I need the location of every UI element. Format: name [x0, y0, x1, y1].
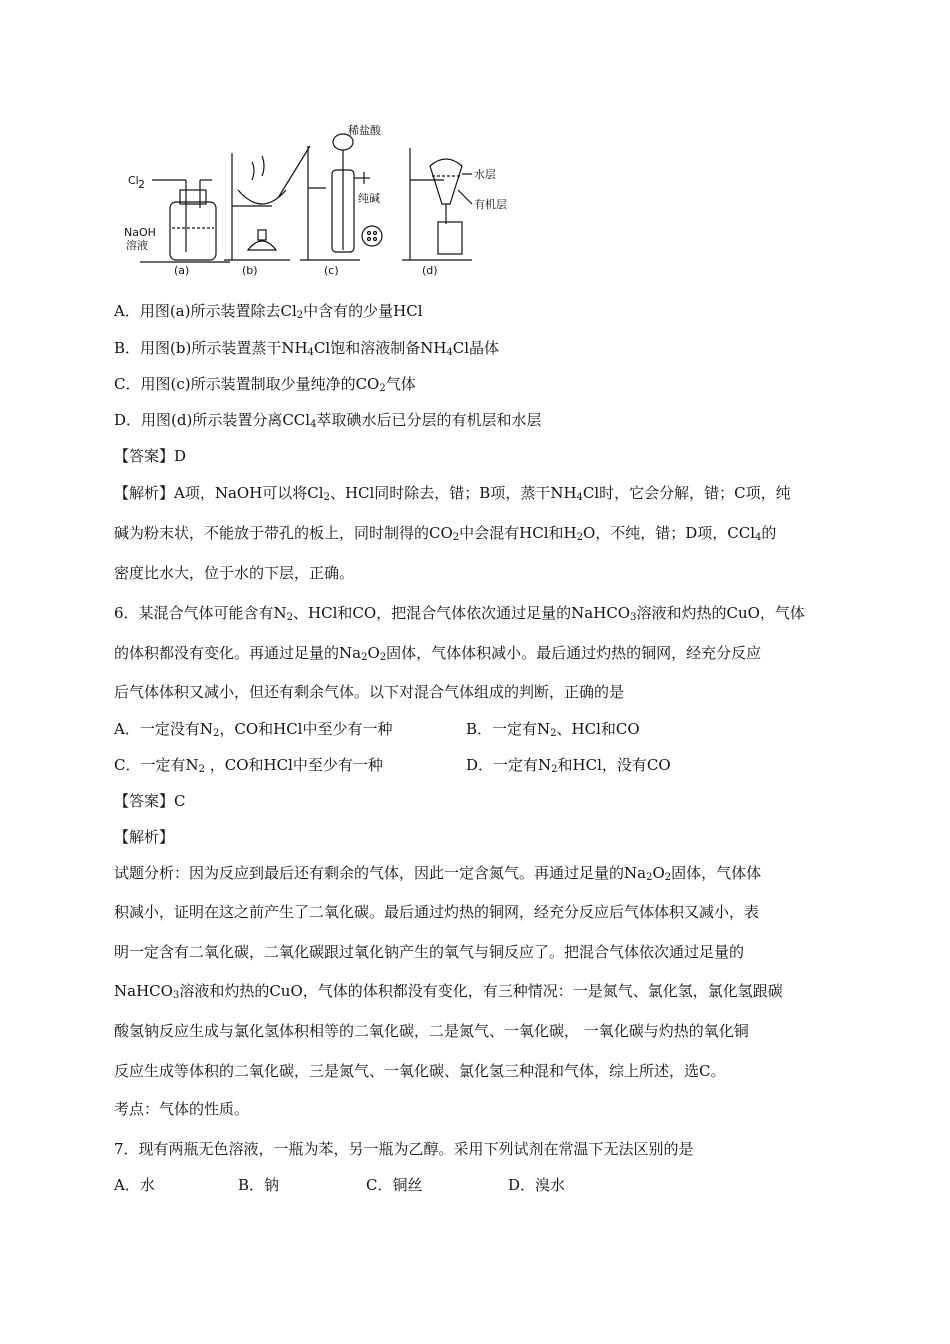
q5-explanation-line-1: 【解析】A项，NaOH可以将$Cl_2$、HCl同时除去，错；B项，蒸干$NH_4Cl$时，它会分解，错；C项，纯 — [114, 484, 791, 503]
q6-stem-line-2: 的体积都没有变化。再通过足量的$Na_2O_2$固体，气体体积减小。最后通过灼热的铜网，经充分反应 — [114, 644, 762, 663]
label-cl2-sub: 2 — [138, 178, 145, 191]
caption-c: (c) — [324, 264, 339, 277]
q6-explanation-line-1: 试题分析：因为反应到最后还有剩余的气体，因此一定含氮气。再通过足量的$Na_2O_2$固体，气体体 — [114, 864, 762, 883]
q7-option-b: B．钠 — [238, 1176, 280, 1194]
caption-d: (d) — [422, 264, 438, 277]
q5-explanation-line-2: 碱为粉末状，不能放于带孔的板上，同时制得的$CO_2$中会混有HCl和$H_2O$，不纯，错；D项，CCl$_4$的 — [114, 524, 777, 543]
q7-options — [114, 1175, 565, 1195]
q5-explanation-line-3: 密度比水大，位于水的下层，正确。 — [114, 564, 355, 582]
label-naoh: NaOH — [124, 226, 156, 239]
q6-answer: 【答案】C — [114, 792, 186, 810]
label-xiyansuan: 稀盐酸 — [348, 124, 381, 137]
q6-stem-line-3: 后气体体积又减小，但还有剩余气体。以下对混合气体组成的判断，正确的是 — [114, 683, 625, 701]
q6-option-c: C．一定有$N_2$ ，CO和HCl中至少有一种 — [114, 756, 383, 775]
q5-option-d: D．用图(d)所示装置分离CCl$_4$萃取碘水后已分层的有机层和水层 — [114, 411, 542, 430]
label-rongye: 溶液 — [126, 239, 148, 252]
caption-b: (b) — [242, 264, 258, 277]
q7-option-a: A．水 — [114, 1176, 155, 1194]
q6-explanation-line-2: 积减小，证明在这之前产生了二氧化碳。最后通过灼热的铜网，经充分反应后气体体积又减小，表 — [114, 903, 760, 921]
q7-stem: 7．现有两瓶无色溶液，一瓶为苯，另一瓶为乙醇。采用下列试剂在常温下无法区别的是 — [114, 1140, 694, 1158]
q6-explanation-line-4: NaHCO$_3$溶液和灼热的CuO，气体的体积都没有变化，有三种情况：一是氮气、氯化氢，氯化氢跟碳 — [114, 982, 783, 1001]
apparatus-figure — [120, 118, 540, 278]
q7-option-c: C．铜丝 — [366, 1176, 423, 1194]
q5-option-a: A．用图(a)所示装置除去$Cl_2$中含有的少量HCl — [114, 302, 423, 321]
q6-explanation-line-6: 反应生成等体积的二氧化碳，三是氮气、一氧化碳、氯化氢三种混和气体，综上所述，选C。 — [114, 1062, 726, 1080]
q7-option-d: D．溴水 — [508, 1176, 566, 1194]
q6-explanation-line-5: 酸氢钠反应生成与氯化氢体积相等的二氧化碳，二是氮气、一氧化碳， 一氧化碳与灼热的氧化铜 — [114, 1022, 749, 1040]
apparatus-diagram — [120, 118, 540, 278]
q6-kaodian: 考点：气体的性质。 — [114, 1100, 250, 1118]
q5-option-b: B．用图(b)所示装置蒸干$NH_4Cl$饱和溶液制备$NH_4Cl$晶体 — [114, 339, 500, 358]
q6-option-a: A．一定没有$N_2$，CO和HCl中至少有一种 — [114, 720, 393, 739]
label-shuiceng: 水层 — [474, 168, 496, 181]
label-cl2: Cl — [128, 174, 139, 187]
q6-option-d: D．一定有$N_2$和HCl，没有CO — [466, 756, 671, 775]
label-chunjian: 纯碱 — [358, 192, 380, 205]
q6-option-b: B．一定有$N_2$、HCl和CO — [466, 720, 640, 739]
q6-jiexi-heading: 【解析】 — [114, 828, 175, 846]
q6-stem-line-1: 6．某混合气体可能含有$N_2$、HCl和CO，把混合气体依次通过足量的NaHCO$_3$溶液和灼热的CuO，气体 — [114, 604, 805, 623]
label-youjiceng: 有机层 — [474, 198, 507, 211]
q5-option-c: C．用图(c)所示装置制取少量纯净的$CO_2$气体 — [114, 375, 416, 394]
q6-explanation-line-3: 明一定含有二氧化碳，二氧化碳跟过氧化钠产生的氧气与铜反应了。把混合气体依次通过足量的 — [114, 943, 745, 961]
caption-a: (a) — [174, 264, 190, 277]
q5-answer: 【答案】D — [114, 447, 187, 465]
